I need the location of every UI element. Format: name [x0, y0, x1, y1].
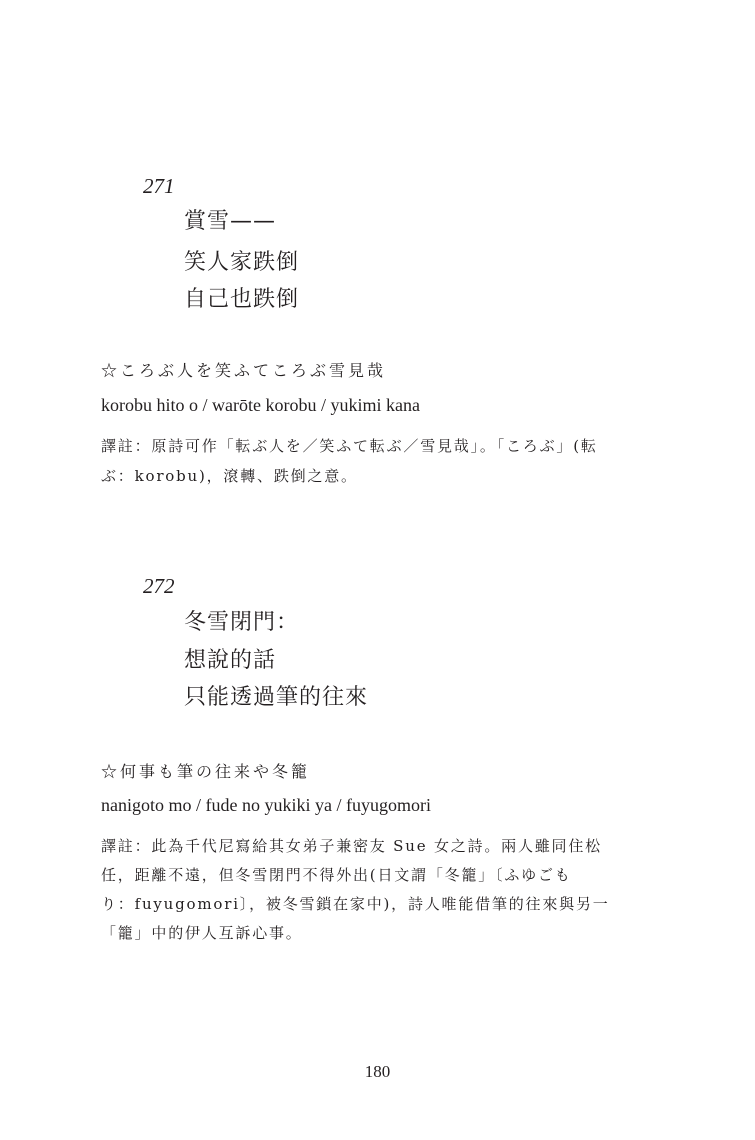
entry-272-original-haiku: ☆何事も筆の往来や冬籠: [101, 762, 311, 781]
entry-272-translator-note-line-3: り：fuyugomori〕，被冬雪鎖在家中)，詩人唯能借筆的往來與另一: [101, 895, 610, 913]
entry-272-translator-note-line-4: 「籠」中的伊人互訴心事。: [101, 924, 303, 942]
entry-271-number: 271: [143, 174, 175, 198]
entry-271-poem-line-1: 賞雪——: [184, 209, 277, 234]
entry-272-translator-note-line-1: 譯註：此為千代尼寫給其女弟子兼密友 Sue 女之詩。兩人雖同住松: [101, 837, 602, 855]
entry-271-poem-line-3: 自己也跌倒: [184, 287, 300, 312]
entry-272-poem-line-1: 冬雪閉門：: [184, 610, 300, 635]
entry-271-translator-note-line-1: 譯註：原詩可作「転ぶ人を／笑ふて転ぶ／雪見哉」。「ころぶ」(転: [101, 437, 598, 455]
entry-271-original-haiku: ☆ころぶ人を笑ふてころぶ雪見哉: [101, 361, 387, 380]
entry-271-poem-line-2: 笑人家跌倒: [184, 250, 300, 275]
entry-272-poem-line-3: 只能透過筆的往來: [184, 685, 369, 710]
entry-271-romanization: korobu hito o / warōte korobu / yukimi kana: [101, 395, 420, 415]
entry-272-translator-note-line-2: 任，距離不遠，但冬雪閉門不得外出(日文謂「冬籠」〔ふゆごも: [101, 866, 572, 884]
entry-272-romanization: nanigoto mo / fude no yukiki ya / fuyugomori: [101, 795, 431, 815]
entry-272-number: 272: [143, 574, 175, 598]
entry-271-translator-note-line-2: ぶ：korobu)，滾轉、跌倒之意。: [101, 467, 358, 485]
entry-272-poem-line-2: 想說的話: [184, 648, 277, 673]
page-number: 180: [364, 1062, 391, 1081]
